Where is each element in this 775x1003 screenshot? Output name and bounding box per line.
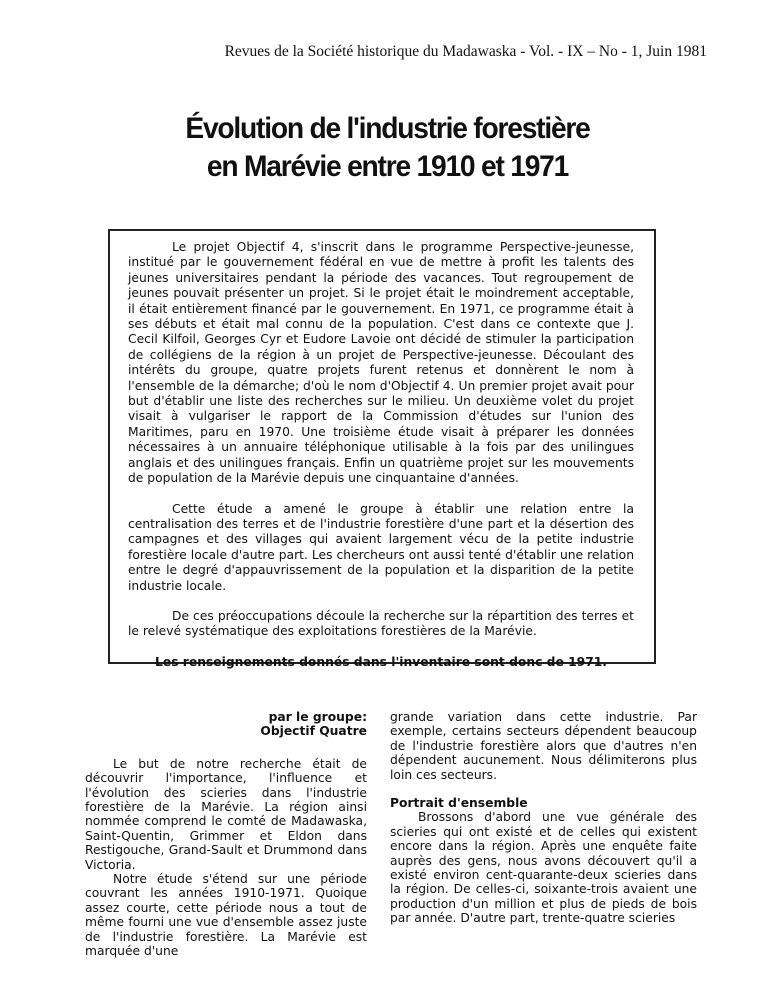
right-column bbox=[390, 710, 697, 926]
abstract-paragraph: Cette étude a amené le groupe à établir une relation entre la centralisation des terres et de l'industrie forestière d'une part et la désertion des campagnes et des villages qui avaient largement vécu de la petite industrie forestière locale d'autre part. Les chercheurs ont aussi tenté d'établir une relation entre le degré d'appauvrissement de la population et la disparition de la petite industrie locale. bbox=[128, 501, 634, 593]
abstract-paragraph: De ces préoccupations découle la recherche sur la répartition des terres et le relevé systématique des exploitations forestières de la Marévie. bbox=[128, 608, 634, 639]
body-paragraph: Notre étude s'étend sur une période couvrant les années 1910-1971. Quoique assez courte, cette période nous a tout de même fourni une vue d'ensemble assez juste de l'industrie forestière. La Marévie est marquée d'une bbox=[85, 872, 367, 959]
body-paragraph: Le but de notre recherche était de découvrir l'importance, l'influence et l'évolution des scieries dans l'industrie forestière de la Marévie. La région ainsi nommée comprend le comté de Madawaska, Saint-Quentin, Grimmer et Eldon dans Restigouche, Grand-Sault et Drummond dans Victoria. bbox=[85, 756, 367, 872]
running-header: Revues de la Société historique du Madawaska - Vol. - IX – No - 1, Juin 1981 bbox=[224, 43, 707, 60]
abstract-box bbox=[108, 229, 656, 669]
article-title bbox=[0, 110, 775, 186]
byline-line-1: par le groupe: bbox=[268, 710, 367, 724]
article-title-line-2: en Marévie entre 1910 et 1971 bbox=[206, 150, 569, 183]
byline bbox=[85, 710, 367, 739]
body-paragraph-continued: grande variation dans cette industrie. Par exemple, certains secteurs dépendent beaucoup de l'industrie forestière alors que d'autres n'en dépendent aucunement. Nous délimiterons plus loin ces secteurs. bbox=[390, 710, 697, 782]
left-column bbox=[85, 710, 367, 959]
article-title-line-1: Évolution de l'industrie forestière bbox=[185, 112, 590, 145]
byline-line-2: Objectif Quatre bbox=[260, 724, 367, 739]
body-paragraph: Brossons d'abord une vue générale des scieries qui ont existé et de celles qui existent encore dans la région. Après une enquête faite auprès des gens, nous avons découvert qu'il a existé environ cent-quarante-deux scieries dans la région. De celles-ci, soixante-trois avaient une production d'un million et plus de pieds de bois par année. D'autre part, trente-quatre scieries bbox=[390, 810, 697, 926]
abstract-paragraph: Le projet Objectif 4, s'inscrit dans le programme Perspective-jeunesse, institué par le gouvernement fédéral en vue de mettre à profit les talents des jeunes universitaires pendant la période des vacances. Tout regroupement de jeunes pouvait présenter un projet. Si le projet était le moindrement acceptable, il était entièrement financé par le gouvernement. En 1971, ce programme était à ses débuts et était mal connu de la population. C'est dans ce contexte que J. Cecil Kilfoil, Georges Cyr et Eudore Lavoie ont décidé de stimuler la participation de collégiens de la région à un projet de Perspective-jeunesse. Découlant des intérêts du groupe, quatre projets furent retenus et donnèrent le nom à l'ensemble de la démarche; d'où le nom d'Objectif 4. Un premier projet avait pour but d'établir une liste des recherches sur le milieu. Un deuxième volet du projet visait à vulgariser le rapport de la Commission d'études sur l'union des Maritimes, paru en 1970. Une troisième étude visait à préparer les données nécessaires à un annuaire téléphonique utilisable à la fois par des unilingues anglais et des unilingues français. Enfin un quatrième projet sur les mouvements de population de la Marévie depuis une cinquantaine d'années. bbox=[128, 240, 634, 486]
section-heading: Portrait d'ensemble bbox=[390, 796, 528, 811]
abstract-conclusion: Les renseignements donnés dans l'inventaire sont donc de 1971. bbox=[155, 654, 607, 669]
